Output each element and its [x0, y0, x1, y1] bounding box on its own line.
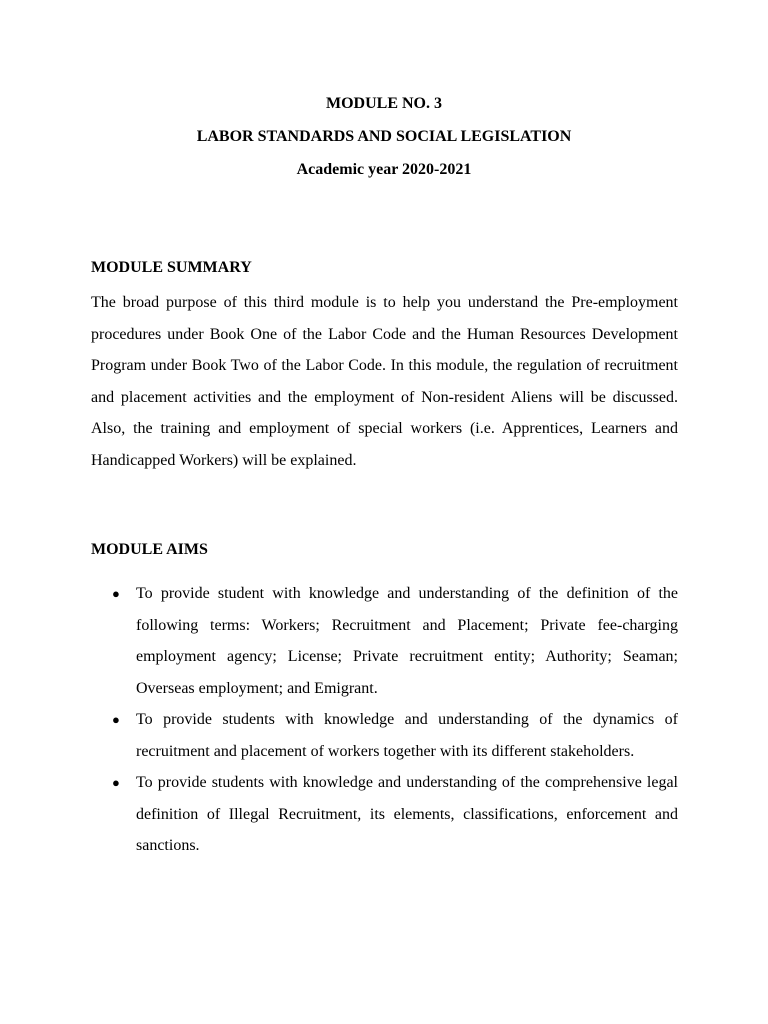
aim-text: To provide students with knowledge and understanding of the dynamics of recruitment and placement of workers together with its different stakeholders. [136, 711, 678, 760]
module-number: MODULE NO. 3 [326, 95, 442, 112]
summary-paragraph: The broad purpose of this third module is to help you understand the Pre-employment procedures under Book One of the Labor Code and the Human Resources Development Program under Book Two of the Labor Code. In this module, the regulation of recruitment and placement activities and the employment of Non-resident Aliens will be discussed. Also, the training and employment of special workers (i.e. Apprentices, Learners and Handicapped Workers) will be explained. [91, 294, 678, 469]
list-item [91, 704, 678, 767]
bullet-icon: ● [112, 586, 120, 601]
aims-heading: MODULE AIMS [91, 541, 208, 558]
summary-heading: MODULE SUMMARY [91, 259, 252, 276]
list-item [91, 578, 678, 704]
course-title: LABOR STANDARDS AND SOCIAL LEGISLATION [196, 128, 572, 145]
bullet-icon: ● [112, 775, 120, 790]
aims-list [91, 578, 678, 862]
aim-text: To provide student with knowledge and understanding of the definition of the following terms: Workers; Recruitment and Placement; Private fee-charging employment agency; License; Private recruitment entity; Authority; Seaman; Overseas employment; and Emigrant. [136, 585, 678, 697]
list-item [91, 767, 678, 862]
bullet-icon: ● [112, 712, 120, 727]
aim-text: To provide students with knowledge and understanding of the comprehensive legal definition of Illegal Recruitment, its elements, classifications, enforcement and sanctions. [136, 774, 678, 854]
academic-year: Academic year 2020-2021 [296, 161, 472, 178]
